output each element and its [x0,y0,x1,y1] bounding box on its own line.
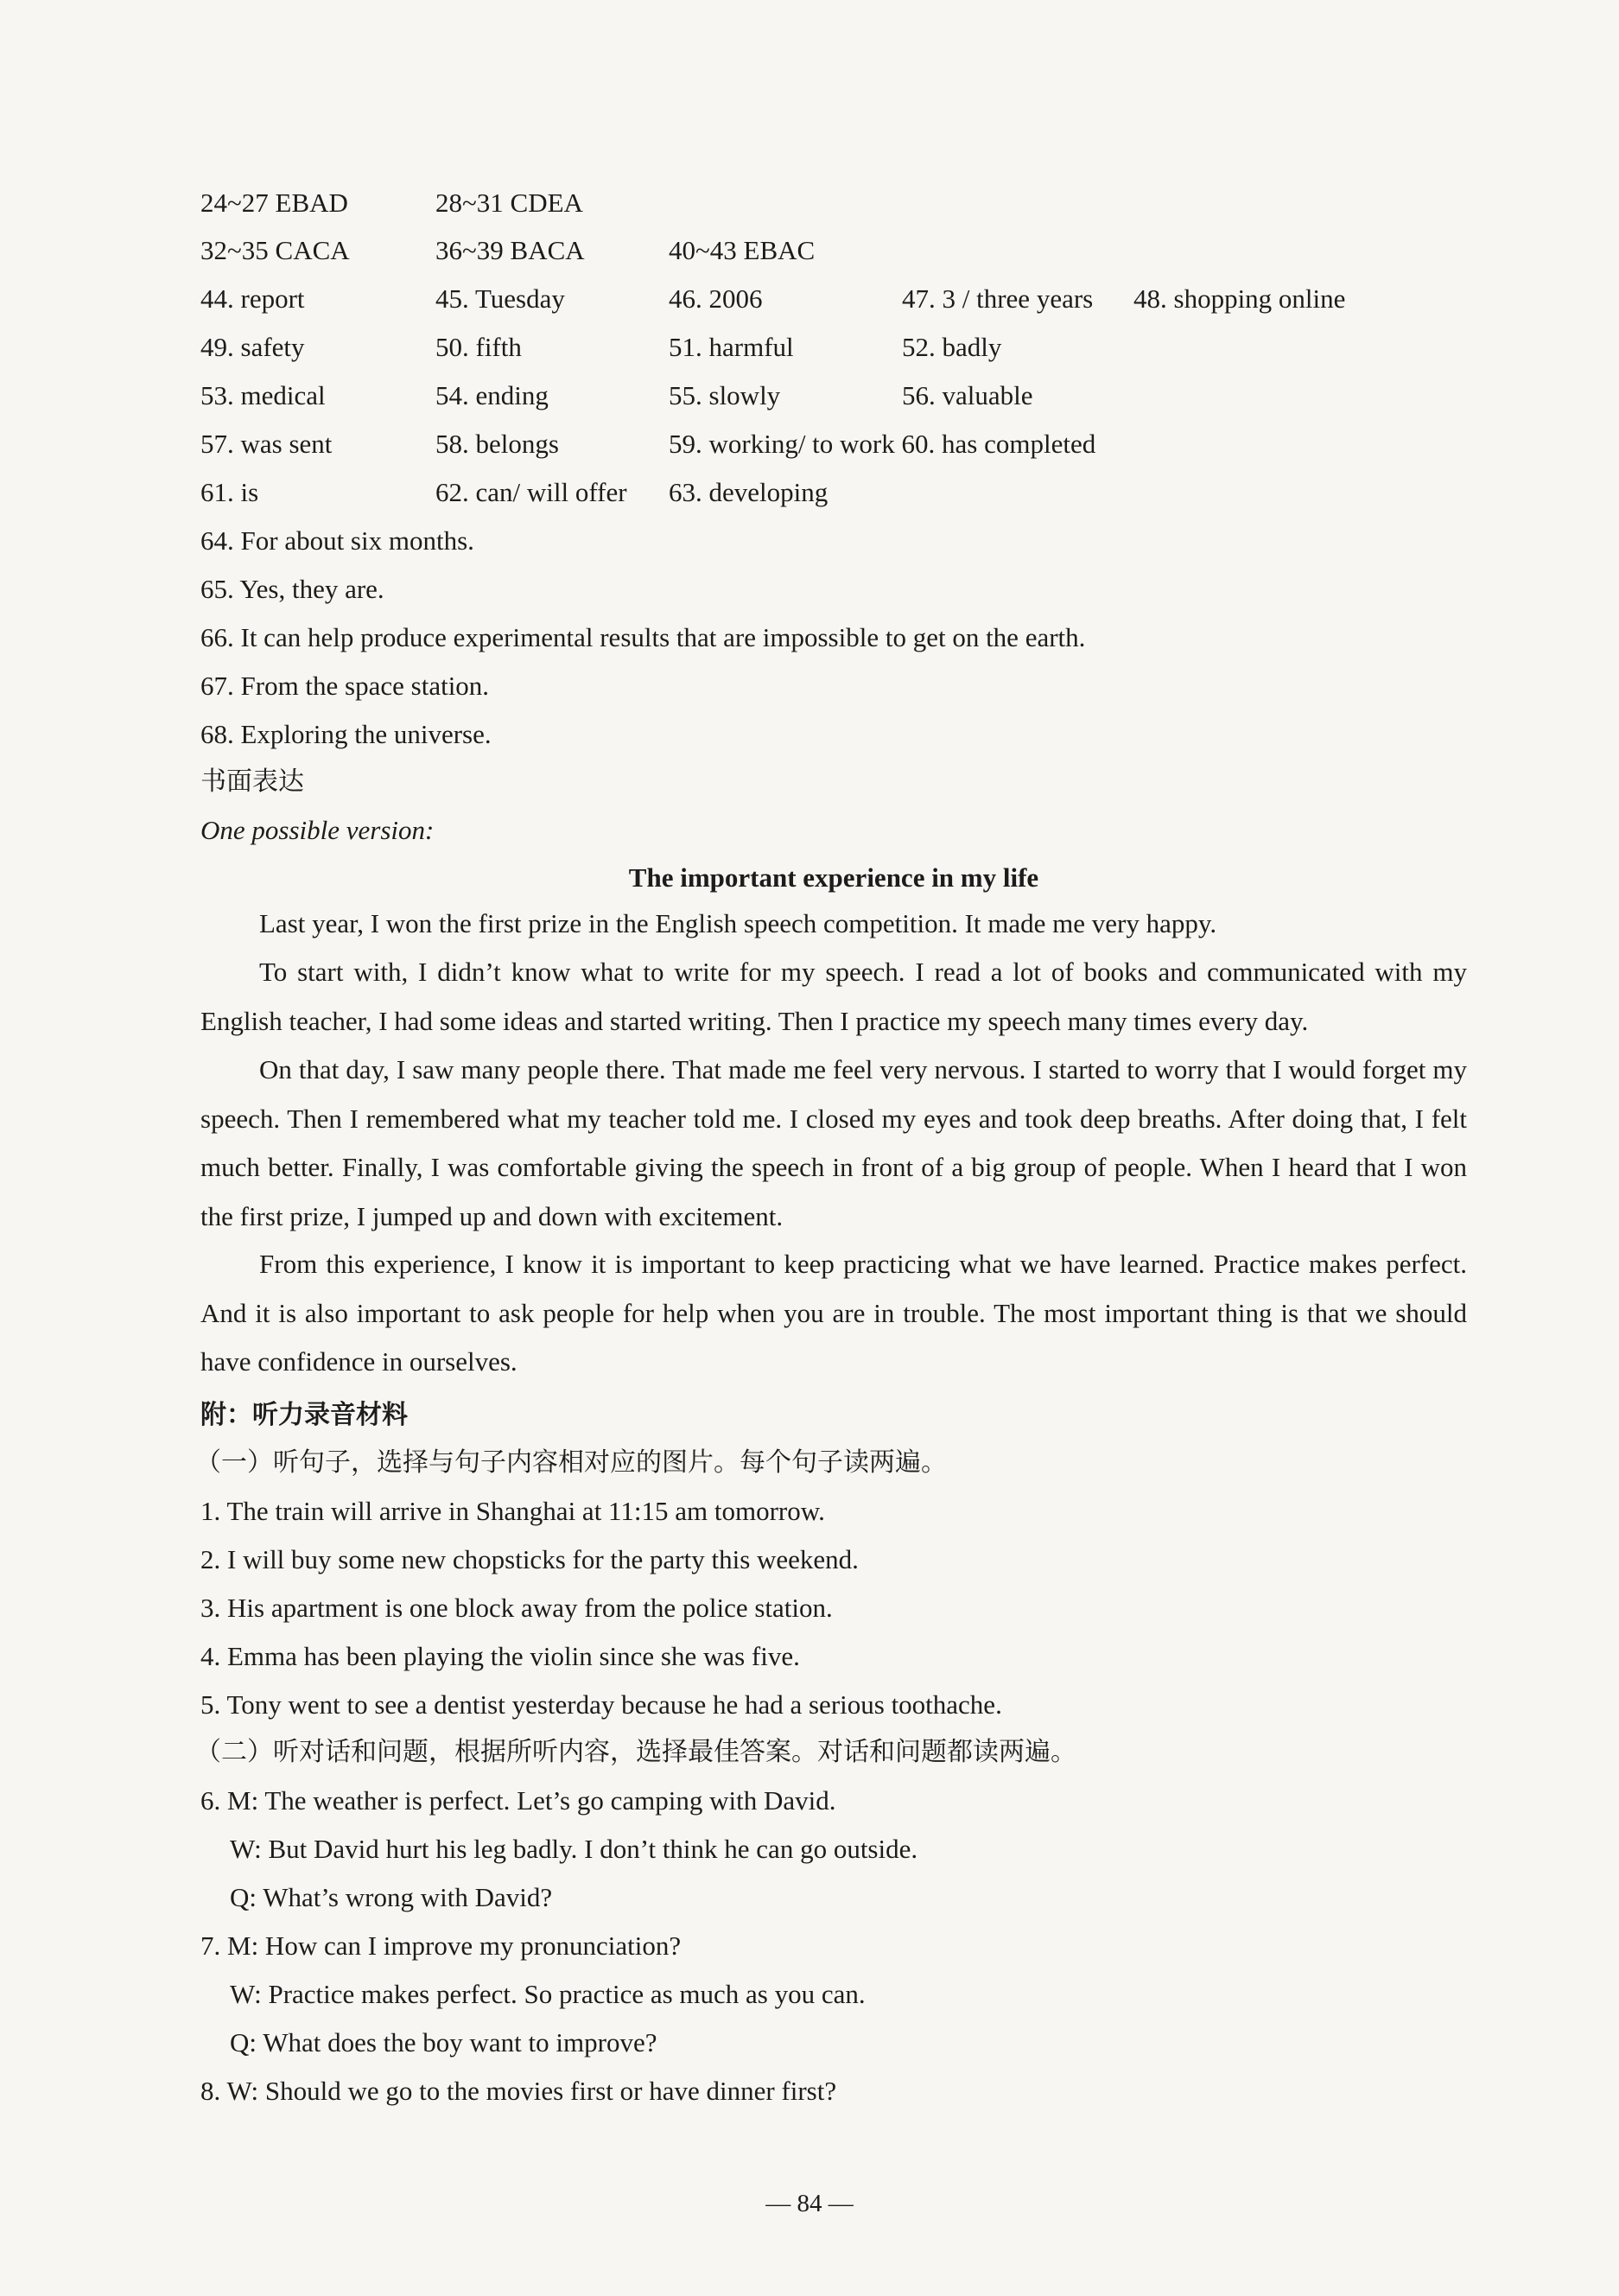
answer-cell: 32~35 CACA [200,235,350,265]
answer-cell: 48. shopping online [1133,283,1346,314]
answer-cell: 47. 3 / three years [902,283,1094,314]
dialogue-line: W: Practice makes perfect. So practice as much as you can. [230,1979,866,2009]
section-heading: （二）听对话和问题，根据所听内容，选择最佳答案。对话和问题都读两遍。 [195,1737,1076,1767]
dialogue-line: Q: What’s wrong with David? [230,1882,553,1912]
answer-cell: 40~43 EBAC [669,235,816,265]
answer-row [200,378,1470,413]
answer-cell: 24~27 EBAD [200,188,348,218]
transcript-sentence: 2. I will buy some new chopsticks for the party this weekend. [200,1544,859,1574]
essay-paragraph: To start with, I didn’t know what to write for my speech. I read a lot of books and communicated with my English teacher, I had some ideas and started writing. Then I practice my speech many times every day. [200,957,1467,1036]
version-label: One possible version: [200,815,435,845]
answer-cell: 56. valuable [902,380,1033,410]
answer-cell: 46. 2006 [669,283,763,314]
answer-cell: 44. report [200,283,305,314]
writing-heading: 书面表达 [200,766,304,797]
page-number: — 84 — [765,2190,854,2217]
essay-paragraph: From this experience, I know it is important to keep practicing what we have learned. Practice makes perfect. And it is also important to ask people for help when you are in trouble. The most important thing is that we should have confidence in ourselves. [200,1249,1467,1377]
dialogue-line: Q: What does the boy want to improve? [230,2027,657,2057]
answer-cell: 63. developing [669,477,829,507]
answer-cell: 45. Tuesday [435,283,565,314]
short-answer: 66. It can help produce experimental results that are impossible to get on the earth. [200,622,1086,652]
transcript-sentence: 4. Emma has been playing the violin since she was five. [200,1641,800,1671]
answer-cell: 53. medical [200,380,326,410]
appendix-heading: 附：听力录音材料 [200,1400,408,1430]
dialogue-line: 6. M: The weather is perfect. Let’s go camping with David. [200,1785,836,1816]
answer-cell: 49. safety [200,332,305,362]
short-answer: 65. Yes, they are. [200,574,384,604]
essay-paragraph: Last year, I won the first prize in the English speech competition. It made me very happy. [259,908,1217,938]
essay-title: The important experience in my life [628,862,1039,893]
dialogue-line: W: But David hurt his leg badly. I don’t think he can go outside. [230,1834,918,1864]
answer-cell: 36~39 BACA [435,235,585,265]
answer-row [200,475,1470,510]
answer-cell: 58. belongs [435,429,559,459]
dialogue-line: 8. W: Should we go to the movies first or have dinner first? [200,2076,837,2106]
short-answer: 67. From the space station. [200,671,490,701]
transcript-sentence: 1. The train will arrive in Shanghai at 11:15 am tomorrow. [200,1496,825,1526]
answer-cell: 54. ending [435,380,549,410]
transcript-sentence: 3. His apartment is one block away from the police station. [200,1593,833,1623]
short-answer: 68. Exploring the universe. [200,719,492,749]
answer-cell: 57. was sent [200,429,333,459]
answer-row [200,330,1470,365]
answer-cell: 62. can/ will offer [435,477,627,507]
answer-row [200,427,1470,461]
answer-cell: 50. fifth [435,332,522,362]
essay-paragraph: On that day, I saw many people there. That made me feel very nervous. I started to worry that I would forget my speech. Then I remembered what my teacher told me. I closed my eyes and took deep breaths. After doing that, I felt much better. Finally, I was comfortable giving the speech in front of a big group of people. When I heard that I won the first prize, I jumped up and down with excitement. [200,1054,1467,1231]
section-heading: （一）听句子，选择与句子内容相对应的图片。每个句子读两遍。 [195,1447,947,1478]
answer-cell: 52. badly [902,332,1002,362]
answer-cell: 61. is [200,477,259,507]
answer-row [200,282,1470,316]
answer-row [200,233,1470,268]
transcript-sentence: 5. Tony went to see a dentist yesterday because he had a serious toothache. [200,1689,1002,1720]
dialogue-line: 7. M: How can I improve my pronunciation? [200,1930,682,1961]
answer-cell: 51. harmful [669,332,794,362]
answer-cell: 55. slowly [669,380,781,410]
answer-row [200,186,1470,220]
short-answer: 64. For about six months. [200,525,474,556]
answer-cell: 28~31 CDEA [435,188,583,218]
answer-cell: 59. working/ to work 60. has completed [669,429,1096,459]
